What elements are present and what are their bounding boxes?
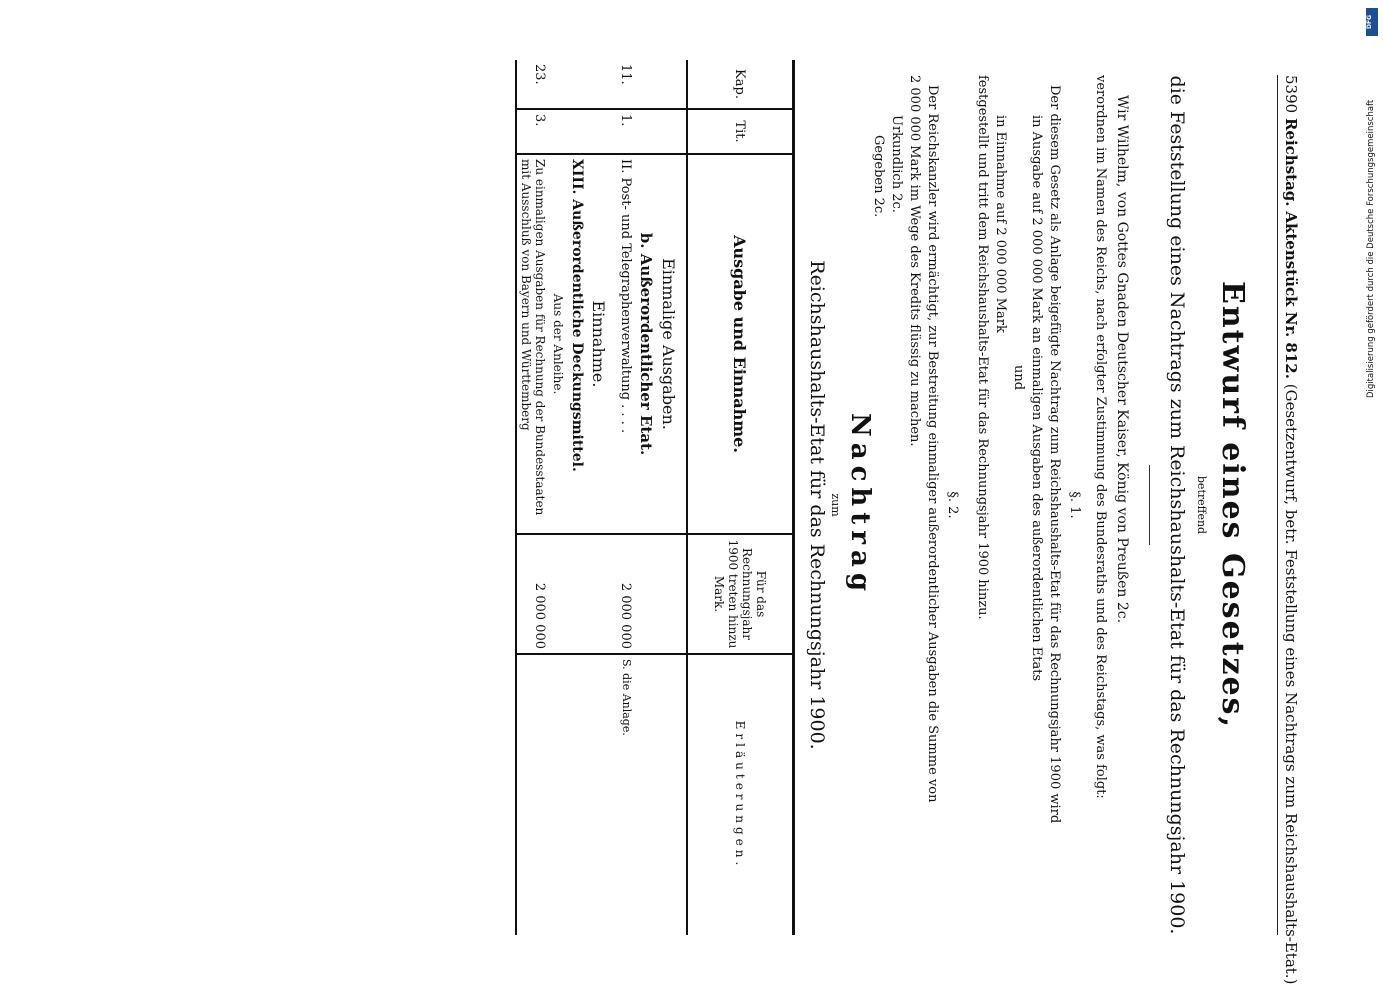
section-2-title: §. 2. (945, 491, 960, 519)
header-notes: Erläuterungen. (687, 654, 794, 935)
section-1-line-4: festgestellt und tritt dem Reichshaushalts-Etat für das Rechnungsjahr 1900 hinzu. (975, 75, 990, 620)
nachtrag-subtitle: Reichshaushalts-Etat für das Rechnungsjahr 1900. (806, 260, 828, 750)
divider (1149, 465, 1150, 545)
row1-note: S. die Anlage. (616, 654, 635, 935)
row1-tit: 1. (616, 109, 635, 154)
gegeben: Gegeben 2c. (871, 135, 886, 218)
section-1-line-2: in Ausgabe auf 2 000 000 Mark an einmaligen Ausgaben des außerordentlichen Etats (1029, 115, 1044, 682)
section-ausserordentlicher-etat: b. Außerordentlicher Etat. (635, 154, 657, 534)
row2-note (516, 654, 549, 935)
digitization-credit: Digitalisierung gefördert durch die Deutsche Forschungsgemeinschaft (1366, 99, 1376, 398)
section-anleihe: Aus der Anleihe. (549, 154, 567, 534)
header-kap: Kap. (687, 60, 794, 109)
header-amount: Für das Rechnungsjahr 1900 treten hinzu Mark. (687, 534, 794, 654)
section-1-line-3: in Einnahme auf 2 000 000 Mark (993, 115, 1008, 333)
section-1-title: §. 1. (1067, 491, 1082, 519)
preamble-line-2: verordnen im Namen des Reichs, nach erfolgter Zustimmung des Bundesraths und des Reichstags, was folgt: (1093, 75, 1108, 799)
page-number: 5390 (1282, 75, 1300, 114)
table-section-row (587, 60, 616, 935)
preamble-line-1: Wir Wilhelm, von Gottes Gnaden Deutscher Kaiser, König von Preußen 2c. (1114, 95, 1130, 624)
table-section-row (635, 60, 657, 935)
etat-table (515, 60, 795, 935)
section-2-line-1: Der Reichskanzler wird ermächtigt, zur Bestreitung einmaliger außerordentlicher Ausgaben die Summe von (925, 85, 940, 803)
betreffend-label: betreffend (1195, 475, 1208, 535)
nachtrag-title: Nachtrag (845, 412, 875, 598)
nachtrag-zum: zum (829, 493, 842, 517)
document-page (80, 64, 1300, 985)
table-section-row (549, 60, 567, 935)
header-tit: Tit. (687, 109, 794, 154)
row2-tit: 3. (516, 109, 549, 154)
page-header (1277, 75, 1300, 985)
digitization-sidebar (1366, 8, 1380, 408)
section-einmalige-ausgaben: Einmalige Ausgaben. (657, 154, 687, 534)
row2-kap: 23. (532, 64, 547, 85)
law-subject: die Feststellung eines Nachtrags zum Reichshaushalts-Etat für das Rechnungsjahr 1900. (1166, 75, 1188, 935)
dfg-logo: DFG (1366, 8, 1378, 36)
table-row (516, 60, 549, 935)
section-1-line-1: Der diesem Gesetz als Anlage beigefügte Nachtrag zum Reichshaushalts-Etat für das Rechnungsjahr 1900 wird (1047, 85, 1062, 824)
doc-ref: Aktenstück Nr. 812. (1282, 211, 1300, 379)
section-2-line-2: 2 000 000 Mark im Wege des Kredits flüssig zu machen. (907, 75, 922, 447)
row2-amount: 2 000 000 (516, 534, 549, 654)
doc-description: (Gesetzentwurf, betr. Feststellung eines Nachtrags zum Reichshaushalts-Etat.) (1282, 383, 1300, 985)
row1-desc: II. Post- und Telegraphenverwaltung . . . . (616, 154, 635, 534)
row1-kap: 11. (618, 64, 633, 85)
section-1-und: und (1011, 365, 1026, 391)
urkundlich: Urkundlich 2c. (889, 115, 904, 213)
row1-amount: 2 000 000 (616, 534, 635, 654)
section-deckungsmittel: XIII. Außerordentliche Deckungsmittel. (567, 154, 587, 534)
law-title: Entwurf eines Gesetzes, (1215, 280, 1250, 730)
table-section-row (567, 60, 587, 935)
table-header-row (687, 60, 794, 935)
section-einnahme: Einnahme. (587, 154, 616, 534)
header-prefix: Reichstag. (1282, 117, 1300, 207)
table-section-row (657, 60, 687, 935)
header-desc: Ausgabe und Einnahme. (687, 154, 794, 534)
table-row (616, 60, 635, 935)
row2-desc: Zu einmaligen Ausgaben für Rechnung der Bundesstaaten mit Ausschluß von Bayern und Württemberg (516, 154, 549, 534)
